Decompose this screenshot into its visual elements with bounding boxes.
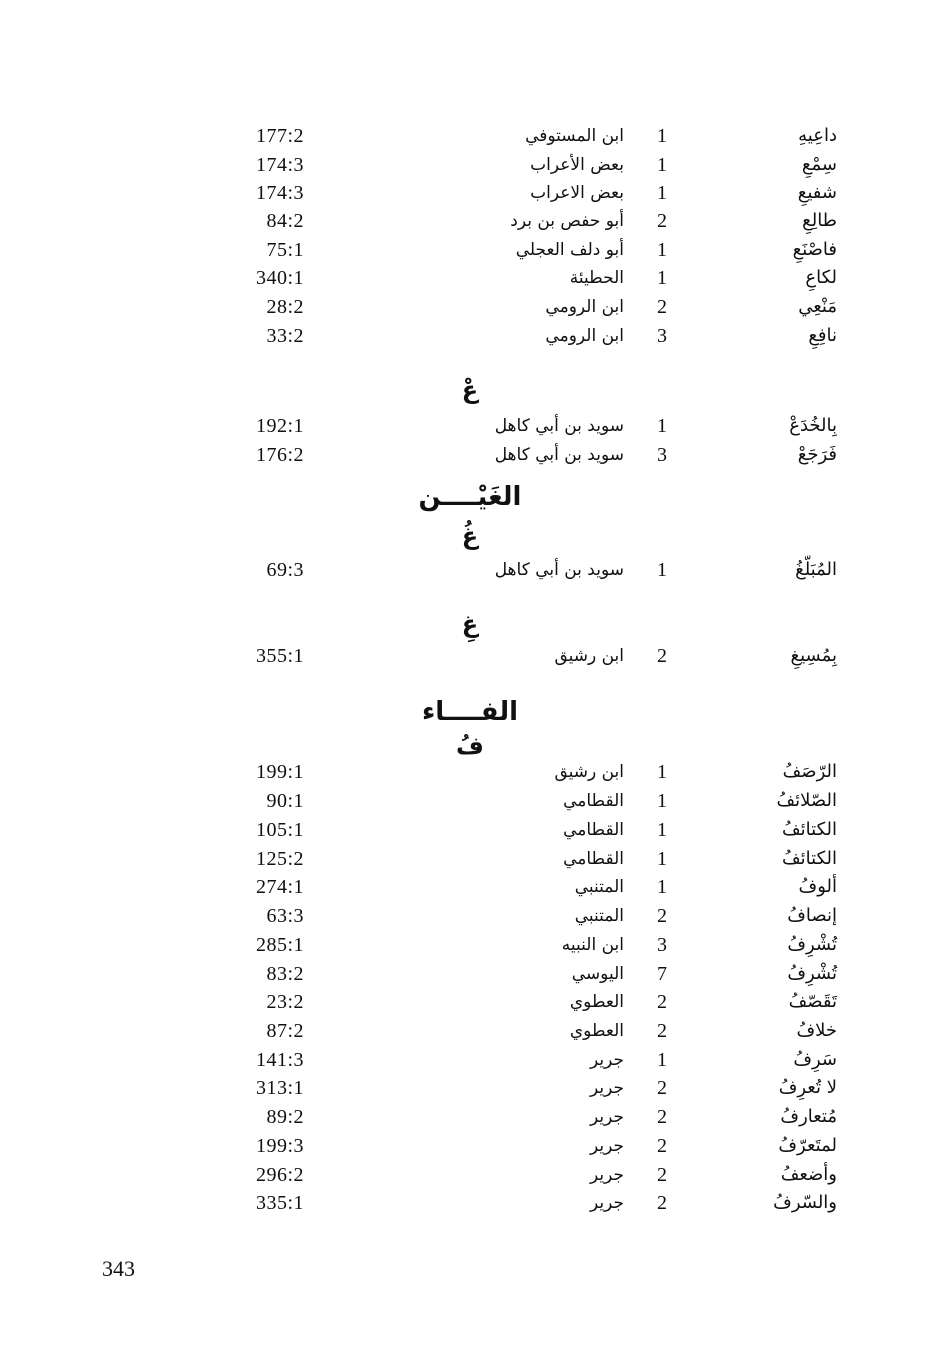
verse-count: 2: [657, 1192, 667, 1214]
reference: 75:1: [266, 239, 304, 261]
index-row: [0, 207, 943, 235]
poet-name: أبو حفص بن برد: [510, 211, 624, 231]
poet-name: جرير: [590, 1136, 624, 1156]
poet-name: جرير: [590, 1107, 624, 1127]
index-row: [0, 845, 943, 873]
verse-count: 3: [657, 934, 667, 956]
index-row: [0, 960, 943, 988]
poet-name: العطوي: [569, 1021, 624, 1041]
index-row: [0, 902, 943, 930]
poet-name: جرير: [590, 1193, 624, 1213]
rhyme-word: والسّرفُ: [773, 1192, 837, 1213]
poet-name: المتنبي: [574, 877, 624, 897]
rhyme-word: طالِعِ: [802, 210, 837, 231]
verse-count: 1: [657, 761, 667, 783]
index-row: [0, 556, 943, 584]
rhyme-word: لمتَعرّفُ: [778, 1135, 837, 1156]
reference: 296:2: [255, 1164, 304, 1186]
rhyme-word: مَنْعِي: [798, 296, 837, 317]
rhyme-word: وأضعفُ: [780, 1164, 837, 1185]
verse-count: 1: [657, 848, 667, 870]
page-number: 343: [102, 1256, 135, 1281]
index-row: [0, 1161, 943, 1189]
poet-name: ابن النبيه: [561, 935, 624, 955]
rhyme-word: بِالخُدَعْ: [789, 415, 837, 436]
poet-name: أبو دلف العجلي: [515, 240, 624, 260]
reference: 335:1: [255, 1192, 304, 1214]
index-row: [0, 1103, 943, 1131]
poet-name: جرير: [590, 1078, 624, 1098]
rhyme-word: سَرِفُ: [793, 1049, 837, 1070]
reference: 63:3: [266, 905, 304, 927]
rhyme-word: داعِيهِ: [798, 125, 837, 146]
index-row: [0, 988, 943, 1016]
reference: 83:2: [266, 963, 304, 985]
rhyme-word: شفيعِ: [797, 182, 837, 203]
rhyme-word: المُبَلّغُ: [795, 559, 837, 580]
rhyme-word: لا تُعرِفُ: [778, 1077, 837, 1098]
reference: 141:3: [255, 1049, 304, 1071]
poet-name: سويد بن أبي كاهل: [494, 445, 624, 465]
poet-name: بعض الاعراب: [530, 183, 624, 203]
rhyme-word: الكتائفُ: [782, 848, 837, 869]
poet-name: القطامي: [563, 791, 624, 811]
poet-name: ابن المستوفي: [525, 126, 624, 146]
verse-count: 7: [657, 963, 667, 985]
reference: 105:1: [255, 819, 304, 841]
reference: 33:2: [266, 325, 304, 347]
rhyme-heading-ghain-damma: غُ: [461, 522, 479, 550]
verse-count: 2: [657, 1077, 667, 1099]
rhyme-word: الصّلائفُ: [776, 790, 837, 811]
reference: 176:2: [255, 444, 304, 466]
reference: 125:2: [255, 848, 304, 870]
poet-name: ابن رشيق: [554, 646, 624, 666]
verse-count: 1: [657, 876, 667, 898]
reference: 28:2: [266, 296, 304, 318]
reference: 84:2: [266, 210, 304, 232]
poet-name: القطامي: [563, 820, 624, 840]
verse-count: 2: [657, 645, 667, 667]
poet-name: العطوي: [569, 992, 624, 1012]
reference: 192:1: [255, 415, 304, 437]
reference: 177:2: [255, 125, 304, 147]
index-row: [0, 151, 943, 179]
reference: 274:1: [255, 876, 304, 898]
poet-name: جرير: [590, 1050, 624, 1070]
verse-count: 3: [657, 325, 667, 347]
rhyme-word: الرّصَفُ: [782, 761, 837, 782]
verse-count: 1: [657, 154, 667, 176]
index-row: [0, 1017, 943, 1045]
rhyme-word: بِمُسِيغِ: [790, 645, 837, 666]
rhyme-heading-ghain-kasra: غِ: [461, 610, 479, 638]
verse-count: 1: [657, 1049, 667, 1071]
verse-count: 3: [657, 444, 667, 466]
index-row: [0, 642, 943, 670]
index-row: [0, 293, 943, 321]
reference: 199:3: [255, 1135, 304, 1157]
reference: 87:2: [266, 1020, 304, 1042]
poet-name: ابن الرومي: [545, 326, 624, 346]
rhyme-word: نافِعِ: [808, 325, 837, 346]
rhyme-word: سِمْعِ: [801, 154, 837, 175]
index-row: [0, 1074, 943, 1102]
verse-count: 2: [657, 1106, 667, 1128]
verse-count: 2: [657, 296, 667, 318]
verse-count: 1: [657, 125, 667, 147]
verse-count: 1: [657, 559, 667, 581]
index-row: [0, 931, 943, 959]
index-row: [0, 412, 943, 440]
rhyme-word: تُشْرِفُ: [787, 963, 837, 984]
index-row: [0, 1132, 943, 1160]
index-row: [0, 787, 943, 815]
index-row: [0, 264, 943, 292]
reference: 199:1: [255, 761, 304, 783]
reference: 69:3: [266, 559, 304, 581]
index-row: [0, 1189, 943, 1217]
rhyme-word: لكاعِ: [805, 267, 837, 288]
index-row: [0, 758, 943, 786]
verse-count: 1: [657, 415, 667, 437]
poet-name: اليوسي: [571, 964, 624, 984]
rhyme-word: إنصافُ: [787, 905, 837, 926]
poet-name: ابن رشيق: [554, 762, 624, 782]
verse-count: 1: [657, 790, 667, 812]
index-row: [0, 122, 943, 150]
rhyme-word: تَقَصّفُ: [788, 991, 837, 1012]
reference: 174:3: [255, 182, 304, 204]
verse-count: 2: [657, 1164, 667, 1186]
reference: 23:2: [266, 991, 304, 1013]
verse-count: 2: [657, 991, 667, 1013]
index-row: [0, 322, 943, 350]
rhyme-word: مُتعارفُ: [780, 1106, 837, 1127]
verse-count: 1: [657, 182, 667, 204]
reference: 90:1: [266, 790, 304, 812]
poet-name: القطامي: [563, 849, 624, 869]
reference: 285:1: [255, 934, 304, 956]
poet-name: المتنبي: [574, 906, 624, 926]
verse-count: 2: [657, 1020, 667, 1042]
chapter-title-fa: الفــــاء: [422, 697, 518, 727]
index-row: [0, 816, 943, 844]
rhyme-heading-ain-sukun: عْ: [461, 376, 479, 404]
rhyme-word: فَرَجَعْ: [797, 444, 837, 465]
rhyme-word: تُشْرِفُ: [787, 934, 837, 955]
rhyme-word: فاصْنَعِ: [792, 239, 837, 260]
index-row: [0, 441, 943, 469]
reference: 174:3: [255, 154, 304, 176]
verse-count: 2: [657, 905, 667, 927]
poet-name: سويد بن أبي كاهل: [494, 416, 624, 436]
poet-name: سويد بن أبي كاهل: [494, 560, 624, 580]
verse-count: 1: [657, 267, 667, 289]
verse-count: 2: [657, 210, 667, 232]
index-row: [0, 179, 943, 207]
poet-name: ابن الرومي: [545, 297, 624, 317]
poet-name: جرير: [590, 1165, 624, 1185]
chapter-title-ghain: الغَيْــــن: [418, 482, 522, 512]
poet-name: الحطيئة: [569, 268, 624, 288]
reference: 340:1: [255, 267, 304, 289]
rhyme-word: ألوفُ: [798, 876, 837, 897]
reference: 313:1: [255, 1077, 304, 1099]
verse-count: 1: [657, 239, 667, 261]
rhyme-word: الكتائفُ: [782, 819, 837, 840]
reference: 355:1: [255, 645, 304, 667]
index-row: [0, 1046, 943, 1074]
verse-count: 2: [657, 1135, 667, 1157]
reference: 89:2: [266, 1106, 304, 1128]
poet-name: بعض الأعراب: [530, 155, 624, 175]
index-row: [0, 236, 943, 264]
rhyme-heading-fa-damma: فُ: [456, 732, 484, 760]
index-row: [0, 873, 943, 901]
verse-count: 1: [657, 819, 667, 841]
rhyme-word: خلافُ: [796, 1020, 837, 1041]
